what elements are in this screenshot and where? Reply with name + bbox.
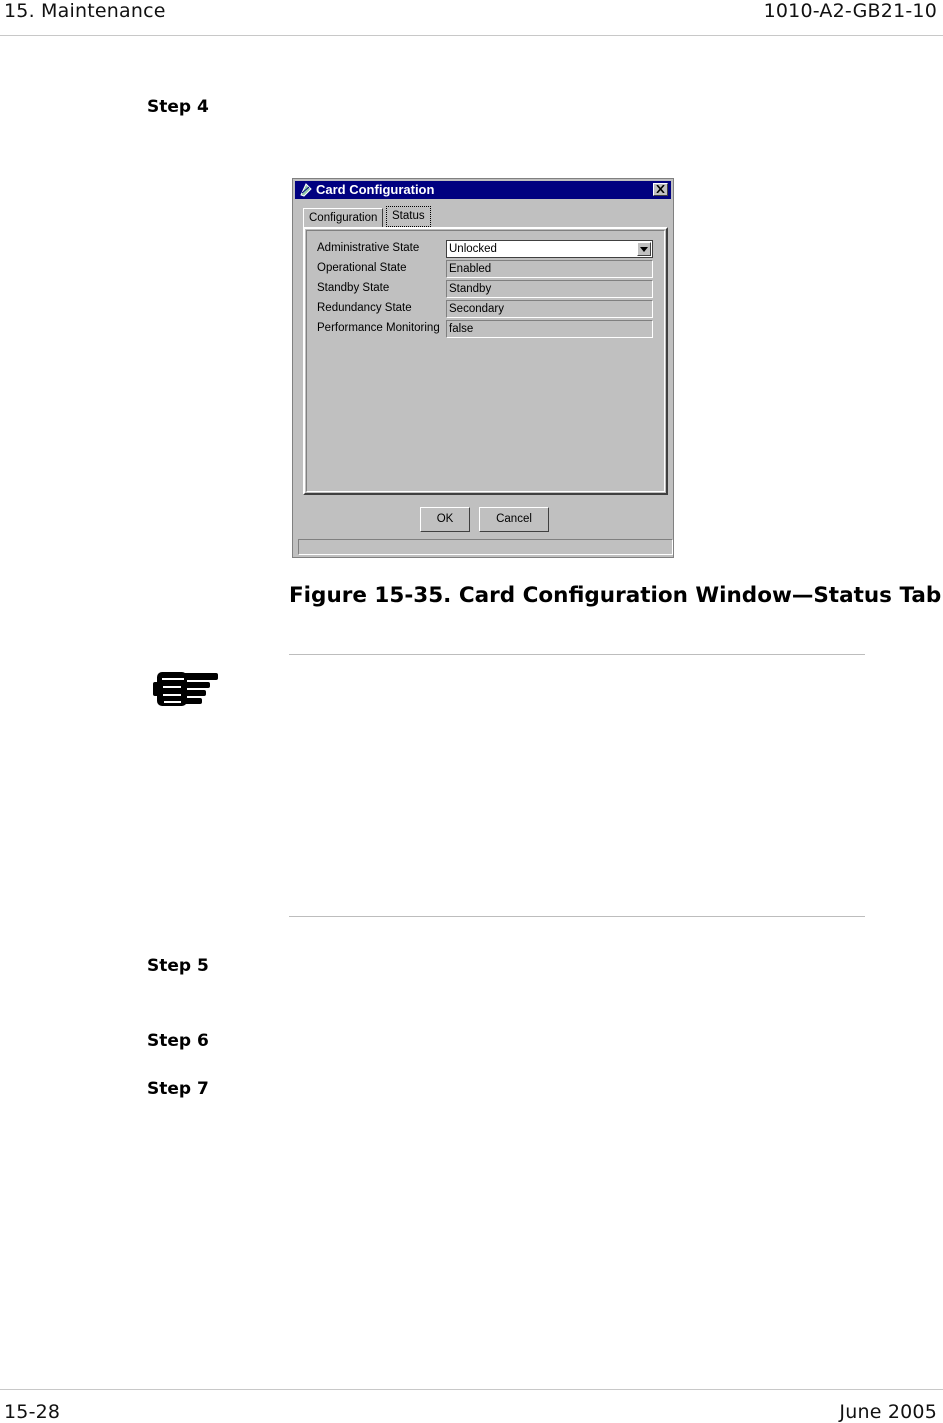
cancel-button[interactable]: Cancel: [479, 507, 549, 532]
redundancy-state-label: Redundancy State: [317, 302, 412, 314]
operational-state-field: Enabled: [446, 260, 653, 278]
running-header-doc-number: 1010-A2-GB21-10: [763, 0, 937, 22]
operational-state-label: Operational State: [317, 262, 407, 274]
status-bar: [298, 539, 673, 555]
note-bottom-rule: [289, 916, 865, 917]
step-7-label: Step 7: [147, 1079, 209, 1099]
card-configuration-window: [292, 178, 674, 558]
ok-button[interactable]: OK: [420, 507, 470, 532]
close-icon[interactable]: [653, 183, 668, 196]
pointing-hand-icon: [150, 668, 220, 710]
administrative-state-select[interactable]: [446, 240, 653, 258]
title-bar: [295, 181, 671, 199]
page-number: 15-28: [4, 1401, 61, 1423]
administrative-state-value: Unlocked: [449, 243, 497, 255]
figure-caption: Figure 15-35. Card Configuration Window—Status Tab: [289, 583, 942, 608]
standby-state-field: Standby: [446, 280, 653, 298]
standby-state-label: Standby State: [317, 282, 390, 294]
step-5-label: Step 5: [147, 956, 209, 976]
tab-configuration[interactable]: Configuration: [303, 208, 383, 227]
publication-date: June 2005: [839, 1401, 937, 1423]
note-top-rule: [289, 654, 865, 655]
running-header-chapter: 15. Maintenance: [4, 0, 166, 22]
footer-rule: [0, 1389, 943, 1390]
step-6-label: Step 6: [147, 1031, 209, 1051]
administrative-state-label: Administrative State: [317, 242, 420, 254]
performance-monitoring-field: false: [446, 320, 653, 338]
app-icon: [299, 183, 313, 197]
window-title: Card Configuration: [316, 182, 435, 197]
chevron-down-icon[interactable]: [637, 242, 651, 256]
step-4-label: Step 4: [147, 97, 209, 117]
tab-status[interactable]: Status: [386, 206, 431, 227]
redundancy-state-field: Secondary: [446, 300, 653, 318]
header-rule: [0, 35, 943, 36]
performance-monitoring-label: Performance Monitoring: [317, 322, 440, 334]
